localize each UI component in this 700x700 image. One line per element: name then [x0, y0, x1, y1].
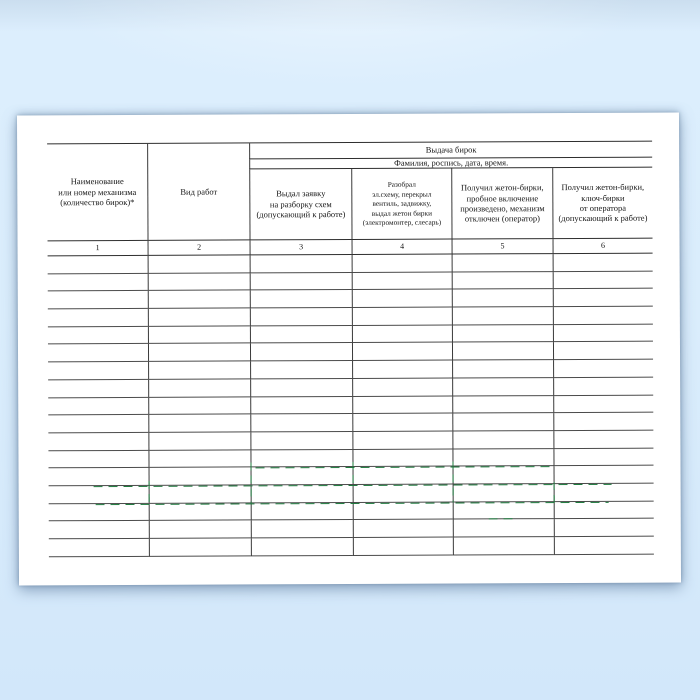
- table-cell: [554, 501, 654, 519]
- table-cell: [149, 538, 251, 556]
- table-cell: [452, 307, 553, 325]
- column-number-6: 6: [553, 239, 653, 254]
- table-cell: [48, 309, 148, 327]
- green-dash-mark-vertical: [148, 481, 150, 505]
- tag-issue-log-table: [47, 141, 654, 557]
- table-cell: [352, 361, 452, 379]
- green-dash-mark-vertical: [352, 462, 354, 486]
- document-page: [17, 113, 681, 586]
- table-cell: [250, 290, 352, 308]
- table-cell: [352, 396, 452, 414]
- table-cell: [452, 413, 553, 431]
- table-cell: [149, 468, 251, 486]
- table-cell: [554, 484, 654, 502]
- table-cell: [250, 396, 352, 414]
- table-cell: [554, 466, 654, 484]
- table-cell: [553, 395, 653, 413]
- table-cell: [148, 255, 250, 273]
- table-cell: [452, 343, 553, 361]
- table-cell: [250, 379, 352, 397]
- header-request-issued: Выдал заявку на разборку схем (допускающий к работе): [249, 169, 351, 240]
- table-cell: [453, 519, 554, 537]
- table-cell: [48, 362, 148, 380]
- header-scheme-disassembled: Разобрал эл.схему, перекрыл вентиль, задвижку, выдал жетон бирки (электромонтер, слесарь): [351, 169, 451, 240]
- table-cell: [148, 344, 250, 362]
- header-group-title: Выдача бирок: [249, 142, 652, 160]
- table-cell: [453, 484, 554, 502]
- table-cell: [149, 485, 251, 503]
- table-cell: [148, 415, 250, 433]
- table-cell: [553, 431, 653, 449]
- table-cell: [49, 486, 149, 504]
- table-cell: [452, 378, 553, 396]
- table-cell: [553, 413, 653, 431]
- table-cell: [452, 254, 553, 272]
- header-work-type: Вид работ: [147, 143, 249, 240]
- table-cell: [554, 519, 654, 537]
- table-cell: [250, 432, 352, 450]
- table-cell: [48, 433, 148, 451]
- table-cell: [553, 360, 653, 378]
- table-cell: [352, 343, 452, 361]
- table-cell: [250, 414, 352, 432]
- table-cell: [553, 254, 653, 272]
- table-cell: [553, 448, 653, 466]
- table-cell: [48, 415, 148, 433]
- header-group-subtitle: Фамилия, роспись, дата, время.: [249, 158, 652, 170]
- table-cell: [352, 325, 452, 343]
- table-cell: [353, 538, 453, 556]
- table-cell: [352, 255, 452, 273]
- table-cell: [48, 450, 148, 468]
- header-token-received-operator: Получил жетон-бирки, пробное включение произведено, механизм отключен (оператор): [451, 168, 552, 239]
- header-token-received-admitter: Получил жетон-бирки, ключ-бирки от оператора (допускающий к работе): [552, 168, 652, 239]
- table-cell: [352, 308, 452, 326]
- table-cell: [49, 504, 149, 522]
- table-cell: [251, 467, 353, 485]
- table-cell: [251, 503, 353, 521]
- table-cell: [452, 431, 553, 449]
- table-cell: [250, 361, 352, 379]
- table-cell: [49, 539, 149, 557]
- green-dash-mark-vertical: [250, 462, 252, 504]
- table-cell: [352, 290, 452, 308]
- table-cell: [250, 308, 352, 326]
- table-cell: [48, 327, 148, 345]
- table-cell: [554, 537, 654, 555]
- table-cell: [148, 291, 250, 309]
- column-number-3: 3: [250, 240, 352, 255]
- table-cell: [48, 256, 148, 274]
- table-cell: [352, 378, 452, 396]
- table-cell: [48, 380, 148, 398]
- table-cell: [553, 289, 653, 307]
- column-number-5: 5: [452, 239, 553, 254]
- table-cell: [250, 343, 352, 361]
- table-cell: [452, 449, 553, 467]
- header-mechanism-name: Наименование или номер механизма (количество бирок)*: [47, 144, 147, 241]
- table-cell: [250, 450, 352, 468]
- table-cell: [148, 308, 250, 326]
- table-cell: [453, 537, 554, 555]
- table-cell: [553, 324, 653, 342]
- table-cell: [251, 538, 353, 556]
- table-cell: [48, 344, 148, 362]
- table-cell: [49, 521, 149, 539]
- table-cell: [251, 520, 353, 538]
- table-cell: [250, 326, 352, 344]
- table-cell: [352, 414, 452, 432]
- table-cell: [149, 503, 251, 521]
- table-cell: [353, 484, 453, 502]
- table-cell: [452, 272, 553, 290]
- table-cell: [148, 362, 250, 380]
- table-cell: [353, 467, 453, 485]
- table-cell: [553, 377, 653, 395]
- table-cell: [250, 273, 352, 291]
- table-cell: [452, 325, 553, 343]
- table-cell: [353, 502, 453, 520]
- green-dash-mark-vertical: [553, 482, 555, 503]
- table-cell: [352, 431, 452, 449]
- table-cell: [148, 450, 250, 468]
- table-cell: [452, 360, 553, 378]
- table-cell: [148, 326, 250, 344]
- column-number-1: 1: [48, 241, 148, 256]
- table-cell: [353, 520, 453, 538]
- table-cell: [352, 272, 452, 290]
- table-cell: [553, 342, 653, 360]
- table-cell: [49, 468, 149, 486]
- table-cell: [453, 466, 554, 484]
- table-cell: [148, 273, 250, 291]
- table-cell: [149, 521, 251, 539]
- table-cell: [250, 255, 352, 273]
- green-dash-mark-vertical: [452, 462, 454, 503]
- table-cell: [48, 291, 148, 309]
- table-cell: [553, 271, 653, 289]
- table-cell: [251, 485, 353, 503]
- table-cell: [148, 397, 250, 415]
- table-cell: [553, 307, 653, 325]
- table-cell: [452, 289, 553, 307]
- table-cell: [352, 449, 452, 467]
- table-cell: [48, 274, 148, 292]
- table-cell: [48, 397, 148, 415]
- column-number-2: 2: [148, 240, 250, 255]
- green-dash-mark: [489, 518, 513, 520]
- table-cell: [452, 396, 553, 414]
- table-cell: [148, 432, 250, 450]
- table-cell: [148, 379, 250, 397]
- column-number-4: 4: [352, 240, 452, 255]
